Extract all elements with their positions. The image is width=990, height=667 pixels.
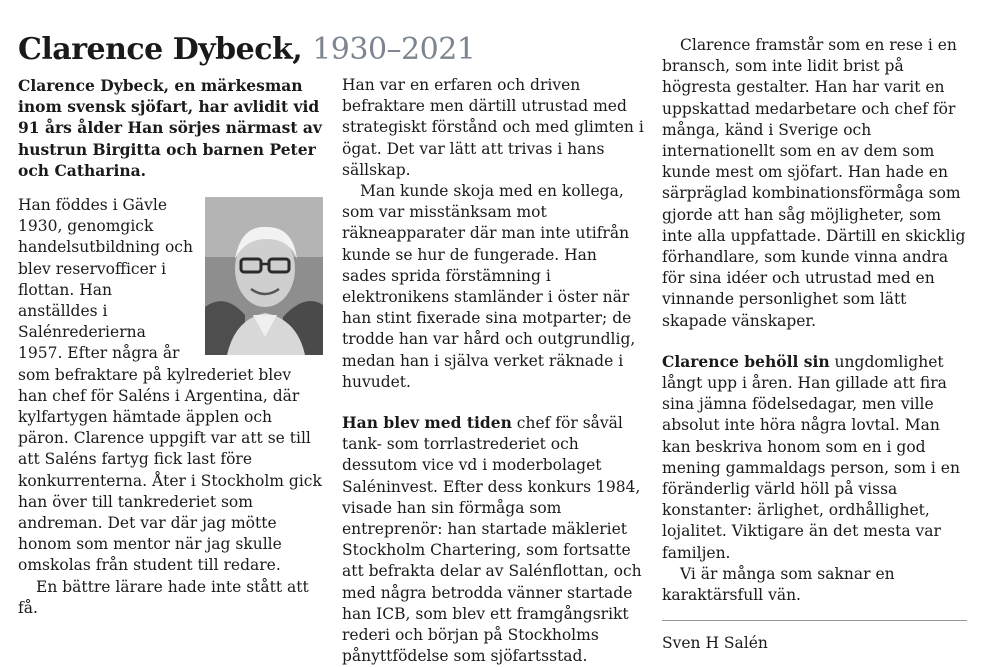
lead-paragraph: Clarence Dybeck, en märkesman inom svensk sjöfart, har avlidit vid 91 års ålder Han sörjes närmast av hustrun Birgitta och barnen Peter och Catharina.: [18, 76, 322, 180]
col1-paragraph-2: En bättre lärare hade inte stått att få.: [18, 577, 309, 617]
col2-paragraph-1: Han var en erfaren och driven befraktare men därtill utrustad med strategiskt förstånd och med glimten i ögat. Det var lätt att trivas i hans sällskap.: [342, 76, 644, 179]
signature-divider: [662, 620, 967, 621]
headline-name: Clarence Dybeck,: [18, 32, 303, 67]
col2-paragraph-2: Man kunde skoja med en kollega, som var misstänksam mot räkneapparater där man inte utifrån kunde se hur de fungerade. Han sades sprida förstämning i elektronikens stamländer i öster när han stint fixerade sina motparter; de trodde han var hård och outgrundlig, medan han i själva verket räknade i huvudet.: [342, 182, 636, 391]
column-2: [342, 75, 645, 667]
headline: [18, 30, 475, 70]
col3-paragraph-2: [662, 351, 967, 564]
portrait-photo: [205, 197, 323, 355]
col1-paragraph-1: Han föddes i Gävle 1930, genomgick handelsutbildning och blev reservofficer i flottan. Han anställdes i Salénrederierna 1957. Efter några år som befraktare på kylrederiet blev han chef för Saléns i Argentina, där kylfartygen hämtade äpplen och päron. Clarence uppgift var att se till att Saléns fartyg fick last före konkurrenterna. Åter i Stockholm gick han över till tankrederiet som andreman. Det var där jag mötte honom som mentor när jag skulle omskolas från student till redare.: [18, 196, 322, 575]
col2-paragraph-3-text: chef för såväl tank- som torrlastrederiet och dessutom vice vd i moderbolaget Saléninvest. Efter dess konkurs 1984, visade han sin förmåga som entreprenör: han startade mäkleriet Stockholm Chartering, som fortsatte att befrakta delar av Salénflottan, och med några betrodda vänner startade han ICB, som blev ett framgångsrikt rederi och början på Stockholms pånyttfödelse som sjöfartsstad.: [342, 414, 642, 666]
headline-years: 1930–2021: [312, 32, 476, 67]
col3-paragraph-1: Clarence framstår som en rese i en bransch, som inte lidit brist på högresta gestalter. Han har varit en uppskattad medarbetare och chef för många, känd i Sverige och internationellt som en av dem som kunde mest om sjöfart. Han hade en särpräglad kombinationsförmåga som gjorde att han såg möjligheter, som inte alla uppfattade. Därtill en skicklig förhandlare, som kunde vinna andra för sina idéer och utrustad med en vinnande personlighet som lätt skapade vänskaper.: [662, 36, 966, 330]
portrait-illustration: [205, 197, 323, 355]
col3-paragraph-2-lead: Clarence behöll sin: [662, 351, 830, 371]
col2-paragraph-3-lead: Han blev med tiden: [342, 413, 512, 433]
column-3: [662, 35, 967, 654]
column-1: [18, 75, 323, 619]
author-signature: Sven H Salén: [662, 634, 768, 653]
col2-paragraph-3: [342, 412, 645, 667]
col3-paragraph-2-text: ungdomlighet långt upp i åren. Han gillade att fira sina jämna födelsedagar, men ville absolut inte höra några lovtal. Man kan beskriva honom som en i god mening gammaldags person, som i en föränderlig värld höll på vissa konstanter: ärlighet, ordhållighet, lojalitet. Viktigare än det mesta var familjen.: [662, 352, 960, 562]
col3-paragraph-3: Vi är många som saknar en karaktärsfull vän.: [662, 564, 895, 605]
